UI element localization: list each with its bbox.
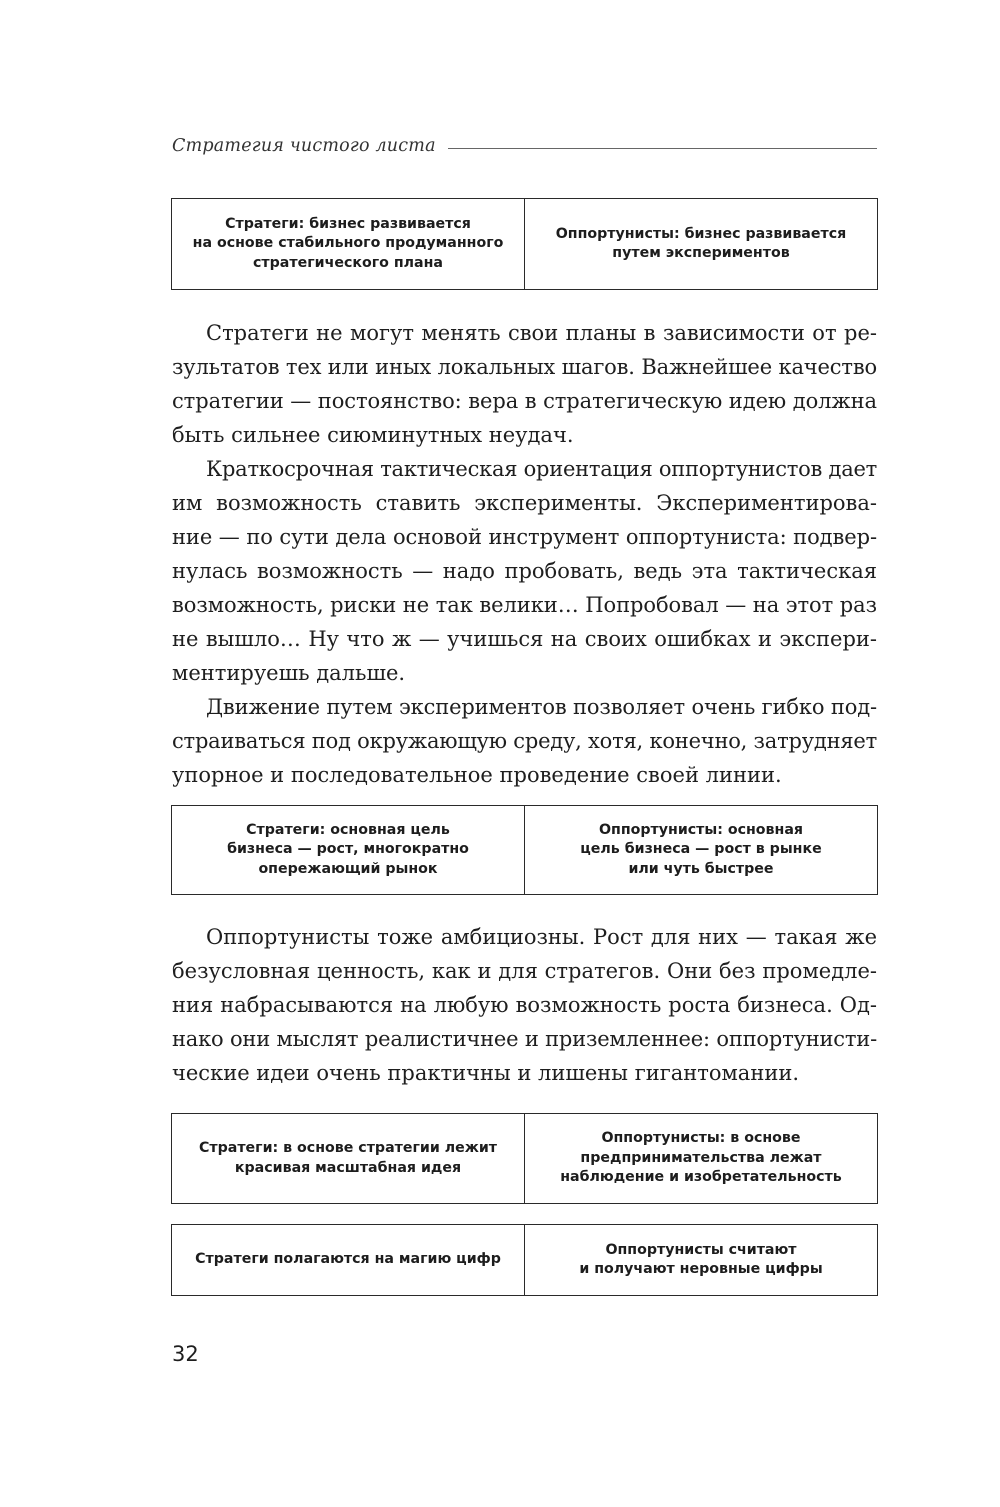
cell-line: Оппортунисты: в основе <box>601 1130 801 1147</box>
cell-line: стратегического плана <box>253 254 443 271</box>
cell-line: бизнеса — рост, многократно <box>227 841 469 858</box>
text-line: Оппортунисты тоже амбициозны. Рост для них — такая же <box>206 925 877 949</box>
cell-line: красивая масштабная идея <box>234 1159 462 1176</box>
strategists-cell <box>172 199 524 289</box>
text-line: не вышло… Ну что ж — учишься на своих ошибках и экспери- <box>172 627 877 651</box>
cell-line: цель бизнеса — рост в рынке <box>580 841 822 858</box>
cell-line: Оппортунисты: основная <box>598 821 804 838</box>
body-paragraph-4 <box>172 920 877 1090</box>
cell-line: Стратеги: в основе стратегии лежит <box>198 1140 498 1156</box>
text-line: безусловная ценность, как и для стратегов. Они без промедле- <box>172 959 877 983</box>
strategists-cell <box>172 806 524 894</box>
text-line: стратегии — постоянство: вера в стратегическую идею должна <box>172 389 877 413</box>
text-line: нако они мыслят реалистичнее и приземленнее: оппортунисти- <box>172 1027 877 1051</box>
cell-line: предпринимательства лежат <box>580 1149 822 1166</box>
comparison-table-3 <box>171 1113 878 1204</box>
text-line: ния набрасываются на любую возможность роста бизнеса. Од- <box>172 993 877 1017</box>
text-line: Краткосрочная тактическая ориентация оппортунистов дает <box>206 457 877 481</box>
running-head-title: Стратегия чистого листа <box>172 136 436 156</box>
text-line: ментируешь дальше. <box>172 661 406 685</box>
body-paragraph-2 <box>172 452 877 690</box>
cell-line: Стратеги полагаются на магию цифр <box>195 1251 501 1268</box>
opportunists-cell <box>524 806 877 894</box>
running-head-rule <box>448 148 877 149</box>
text-line: страиваться под окружающую среду, хотя, конечно, затрудняет <box>172 729 877 753</box>
cell-line: или чуть быстрее <box>628 860 774 877</box>
body-paragraph-3 <box>172 690 877 792</box>
comparison-table-1 <box>171 198 878 290</box>
cell-line: и получают неровные цифры <box>579 1261 823 1277</box>
text-line: Стратеги не могут менять свои планы в зависимости от ре- <box>206 321 877 345</box>
cell-line: путем экспериментов <box>612 245 790 261</box>
text-line: возможность, риски не так велики… Попробовал — на этот раз <box>172 593 877 617</box>
opportunists-cell <box>524 199 877 289</box>
text-line: ческие идеи очень практичны и лишены гигантомании. <box>172 1061 799 1085</box>
running-head <box>172 136 877 156</box>
opportunists-cell <box>524 1225 877 1295</box>
page-number: 32 <box>172 1342 199 1366</box>
comparison-table-4 <box>171 1224 878 1296</box>
comparison-table-2 <box>171 805 878 895</box>
strategists-cell <box>172 1225 524 1295</box>
cell-line: наблюдение и изобретательность <box>560 1169 842 1186</box>
cell-line: Оппортунисты считают <box>605 1241 797 1258</box>
strategists-cell <box>172 1114 524 1203</box>
text-line: нулась возможность — надо пробовать, ведь эта тактическая <box>172 559 877 583</box>
cell-line: Стратеги: основная цель <box>246 821 450 838</box>
text-line: ние — по сути дела основой инструмент оппортуниста: подвер- <box>172 525 877 549</box>
text-line: быть сильнее сиюминутных неудач. <box>172 423 574 447</box>
cell-line: на основе стабильного продуманного <box>192 235 504 252</box>
text-line: им возможность ставить эксперименты. Экспериментирова- <box>172 491 877 515</box>
text-line: зультатов тех или иных локальных шагов. Важнейшее качество <box>172 355 877 379</box>
text-line: Движение путем экспериментов позволяет очень гибко под- <box>206 695 877 719</box>
cell-line: Стратеги: бизнес развивается <box>225 215 471 232</box>
cell-line: Оппортунисты: бизнес развивается <box>555 225 847 242</box>
body-paragraph-1 <box>172 316 877 452</box>
opportunists-cell <box>524 1114 877 1203</box>
text-line: упорное и последовательное проведение своей линии. <box>172 763 782 787</box>
cell-line: опережающий рынок <box>258 860 438 877</box>
